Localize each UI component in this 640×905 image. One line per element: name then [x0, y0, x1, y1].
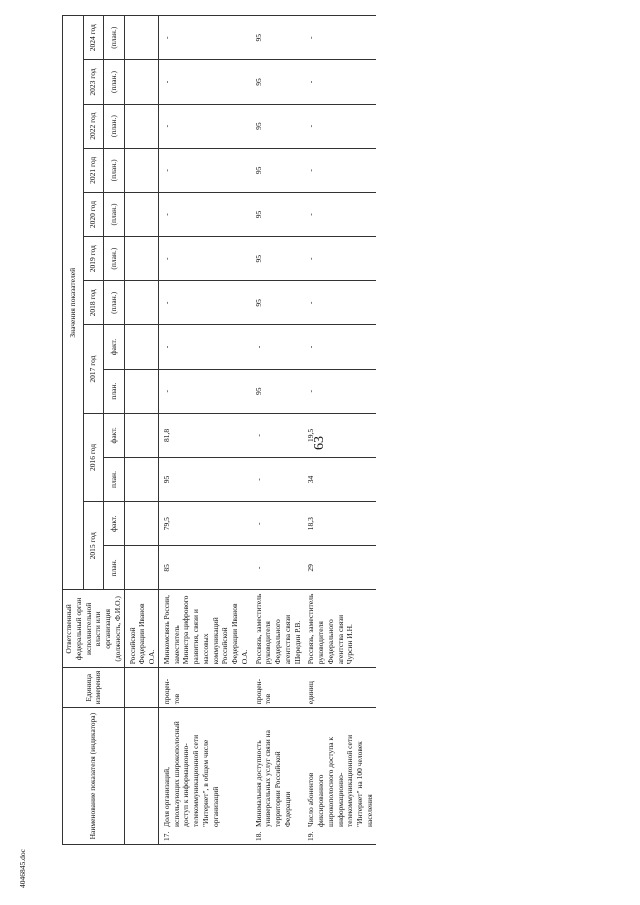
indicator-name: Доля организаций, использующих широкополосный доступ к информационно-телекоммуникационной сети "Интернет", в общем числе организаций: [161, 721, 220, 827]
value-cell-f2015: -: [251, 502, 304, 546]
cell-empty: [124, 668, 158, 708]
value-cell-y2018: -: [303, 281, 375, 325]
responsible-cell: Россвязь, заместитель руководителя Федерального агентства связи Шередин Р.В.: [251, 590, 304, 668]
value-cell-p2017: -: [158, 369, 250, 413]
row-number: 17.: [161, 831, 171, 841]
header-2016: 2016 год: [83, 413, 104, 501]
continuation-responsible: Российской Федерации Иванов О.А.: [124, 590, 158, 668]
value-cell-f2015: 18,3: [303, 502, 375, 546]
unit-cell: процен-тов: [251, 668, 304, 708]
indicator-cell: [251, 708, 304, 845]
value-cell-p2016: 95: [158, 457, 250, 501]
sub-plan: (план.): [104, 104, 125, 148]
value-cell-y2024: -: [303, 16, 375, 60]
header-2021: 2021 год: [83, 148, 104, 192]
value-cell-f2016: -: [251, 413, 304, 457]
header-values: Значения показателей: [63, 16, 84, 590]
value-cell-y2021: -: [303, 148, 375, 192]
header-2019: 2019 год: [83, 237, 104, 281]
header-2022: 2022 год: [83, 104, 104, 148]
header-2023: 2023 год: [83, 60, 104, 104]
value-cell-f2016: 81,8: [158, 413, 250, 457]
value-cell-y2020: -: [158, 192, 250, 236]
value-cell-p2016: -: [251, 457, 304, 501]
value-cell-f2017: -: [251, 325, 304, 369]
unit-cell: процен-тов: [158, 668, 250, 708]
indicator-name: Минимальная доступность универсальных услуг связи на территории Российской Федерации: [253, 730, 292, 827]
value-cell-y2019: 95: [251, 237, 304, 281]
sub-plan: план.: [104, 457, 125, 501]
value-cell-y2018: 95: [251, 281, 304, 325]
value-cell-y2023: -: [158, 60, 250, 104]
indicator-cell: [158, 708, 250, 845]
value-cell-y2024: -: [158, 16, 250, 60]
sub-plan: план.: [104, 546, 125, 590]
cell-empty: [124, 708, 158, 845]
header-2017: 2017 год: [83, 325, 104, 413]
header-2018: 2018 год: [83, 281, 104, 325]
sub-plan: (план.): [104, 237, 125, 281]
value-cell-f2015: 79,5: [158, 502, 250, 546]
sub-plan: (план.): [104, 148, 125, 192]
value-cell-f2016: 19,5: [303, 413, 375, 457]
header-unit: Единица измерения: [63, 668, 125, 708]
unit-cell: единиц: [303, 668, 375, 708]
value-cell-y2024: 95: [251, 16, 304, 60]
sub-plan: (план.): [104, 192, 125, 236]
table-row: [158, 16, 250, 845]
value-cell-y2020: 95: [251, 192, 304, 236]
value-cell-p2015: 85: [158, 546, 250, 590]
value-cell-f2017: -: [158, 325, 250, 369]
table-row: [303, 16, 375, 845]
sub-fact: факт.: [104, 502, 125, 546]
value-cell-y2020: -: [303, 192, 375, 236]
sub-plan: план.: [104, 369, 125, 413]
value-cell-p2015: -: [251, 546, 304, 590]
header-row-1: [63, 16, 84, 845]
indicators-table: [62, 15, 376, 845]
value-cell-y2023: 95: [251, 60, 304, 104]
value-cell-y2022: -: [303, 104, 375, 148]
header-2024: 2024 год: [83, 16, 104, 60]
continuation-row: [124, 16, 158, 845]
value-cell-y2022: 95: [251, 104, 304, 148]
sub-plan: (план.): [104, 281, 125, 325]
header-2015: 2015 год: [83, 502, 104, 590]
value-cell-p2016: 34: [303, 457, 375, 501]
sub-fact: факт.: [104, 325, 125, 369]
value-cell-p2017: 95: [251, 369, 304, 413]
table-row: [251, 16, 304, 845]
indicators-table-rotated: [62, 15, 622, 845]
value-cell-y2019: -: [158, 237, 250, 281]
value-cell-y2022: -: [158, 104, 250, 148]
value-cell-y2019: -: [303, 237, 375, 281]
header-responsible: Ответственный федеральный орган исполнительной власти или организация (должность, Ф.И.О.): [63, 590, 125, 668]
row-number: 18.: [253, 831, 263, 841]
value-cell-y2021: -: [158, 148, 250, 192]
value-cell-y2018: -: [158, 281, 250, 325]
document-code: 4046845.doc: [18, 849, 27, 888]
header-2020: 2020 год: [83, 192, 104, 236]
sub-plan: (план.): [104, 60, 125, 104]
value-cell-f2017: -: [303, 325, 375, 369]
indicator-cell: [303, 708, 375, 845]
header-indicator: Наименование показателя (индикатора): [63, 708, 125, 845]
value-cell-y2023: -: [303, 60, 375, 104]
value-cell-p2015: 29: [303, 546, 375, 590]
sub-plan: (план.): [104, 16, 125, 60]
row-number: 19.: [306, 831, 316, 841]
page-number: 63: [312, 436, 327, 450]
value-cell-p2017: -: [303, 369, 375, 413]
value-cell-y2021: 95: [251, 148, 304, 192]
responsible-cell: Россвязь, заместитель руководителя Федерального агентства связи Чурсин И.Н.: [303, 590, 375, 668]
responsible-cell: Минкомсвязь России, заместитель Министра цифрового развития, связи и массовых коммуникаций Российской Федерации Иванов О.А.: [158, 590, 250, 668]
sub-fact: факт.: [104, 413, 125, 457]
indicator-name: Число абонентов фиксированного широкополосного доступа к информационно-телекоммуникационной сети "Интернет" на 100 человек населения: [306, 734, 374, 827]
